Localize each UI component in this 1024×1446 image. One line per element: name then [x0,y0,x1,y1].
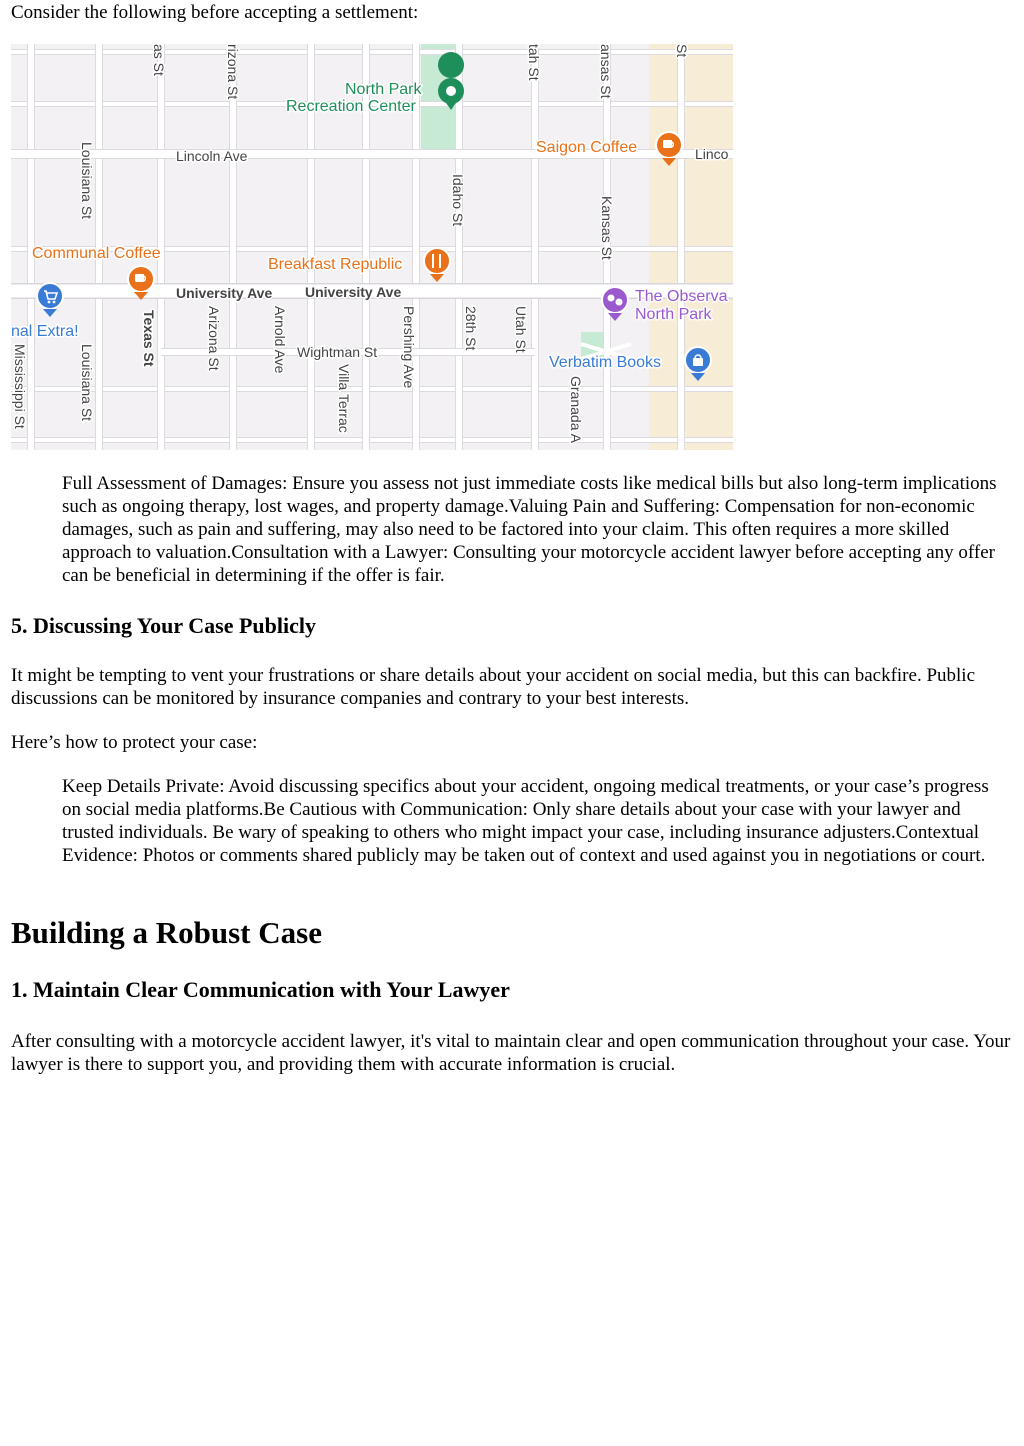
communication-paragraph: After consulting with a motorcycle accident lawyer, it's vital to maintain clear and open communication throughout your case. Your lawyer is there to support you, and providing them with accurate information is crucial. [11,1031,1011,1075]
poi-north-park-label-2: Recreation Center [286,98,416,115]
road-label-idaho: Idaho St [450,174,466,227]
poi-communal-label: Communal Coffee [32,245,161,262]
road-label-lincoln: Lincoln Ave [176,148,248,164]
road-label-wightman: Wightman St [297,344,378,360]
communication-heading: 1. Maintain Clear Communication with Your Lawyer [11,977,510,1002]
road-label-arizona-top: rizona St [225,44,241,100]
road-label-arnold: Arnold Ave [272,306,288,374]
road-label-louisiana-bottom: Louisiana St [79,344,95,422]
poi-observatory-label-1: The Observa [635,288,728,305]
road-label-kansas-top: ansas St [598,44,614,99]
road-label-villa: Villa Terrac [336,364,352,433]
poi-saigon-label: Saigon Coffee [536,139,638,156]
building-case-heading: Building a Robust Case [11,915,322,950]
poi-observatory-label-2: North Park [635,306,712,323]
protect-case-list: Keep Details Private: Avoid discussing specifics about your accident, ongoing medical treatments, or your case’s progress on social media platforms.Be Cautious with Communication: Only share details about your case with your lawyer and trusted individuals. Be wary of speaking to others who might impact your case, including insurance adjusters.Contextual Evidence: Photos or comments shared publicly may be taken out of context and used against you in negotiations or court. [62,776,989,866]
road-label-texas-bottom: Texas St [141,310,157,367]
section-5-paragraph: It might be tempting to vent your frustrations or share details about your accident on social media, but this can backfire. Public discussions can be monitored by insurance companies and contrary to your best interests. [11,665,975,709]
section-5-heading: 5. Discussing Your Case Publicly [11,613,316,638]
street-map-image [11,44,733,450]
poi-north-park-label-1: North Park [345,81,422,98]
road-label-utah-bottom: Utah St [513,306,529,353]
poi-breakfast-label: Breakfast Republic [268,256,403,273]
road-label-granada: Granada A [568,376,584,443]
road-label-mississippi: Mississippi St [12,344,28,429]
road-label-louisiana-top: Louisiana St [79,142,95,220]
road-label-arizona-bottom: Arizona St [206,306,222,371]
road-label-university-1: University Ave [176,285,273,301]
road-label-lincoln-right: Linco [695,146,729,162]
intro-text: Consider the following before accepting a settlement: [11,2,419,23]
road-label-28th: 28th St [463,306,479,351]
road-label-pershing: Pershing Ave [401,306,417,389]
section-5-lead: Here’s how to protect your case: [11,732,258,753]
poi-nal-extra-label: nal Extra! [11,323,79,340]
poi-verbatim-label: Verbatim Books [549,354,662,371]
road-label-kansas-mid: Kansas St [599,196,615,260]
road-label-university-2: University Ave [305,284,402,300]
settlement-considerations-list: Full Assessment of Damages: Ensure you assess not just immediate costs like medical bills but also long-term implications such as ongoing therapy, lost wages, and property damage.Valuing Pain and Suffering: Compensation for non-economic damages, such as pain and suffering, may also need to be factored into your claim. This often requires a more skilled approach to valuation.Consultation with a Lawyer: Consulting your motorcycle accident lawyer before accepting any offer can be beneficial in determining if the offer is fair. [62,473,997,586]
road-label-st-right: St [674,44,690,58]
road-label-utah-top: tah St [526,44,542,81]
road-label-texas-top: as St [151,44,167,76]
